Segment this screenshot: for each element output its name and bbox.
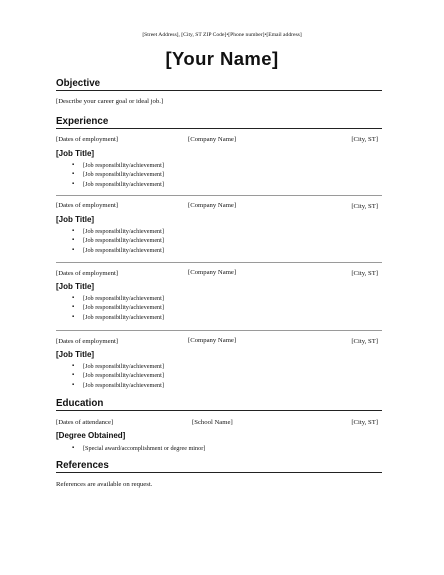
job-company: [Company Name]: [188, 269, 237, 276]
education-dates: [Dates of attendance]: [56, 419, 114, 426]
job-location: [City, ST]: [351, 203, 378, 210]
job-bullet-list: [72, 294, 164, 322]
job-bullet-list: [72, 362, 164, 390]
list-item: ▪ [Job responsibility/achievement]: [72, 161, 164, 170]
job-company: [Company Name]: [188, 202, 237, 209]
job-company: [Company Name]: [188, 337, 237, 344]
contact-line: [Street Address], [City, ST ZIP Code]•[Phone number]•[Email address]: [142, 32, 302, 38]
job-title: [Job Title]: [56, 149, 95, 158]
objective-divider: [56, 90, 382, 91]
references-text: References are available on request.: [56, 481, 153, 488]
education-bullet-list: [72, 444, 205, 453]
references-divider: [56, 472, 382, 473]
school-name: [School Name]: [192, 419, 233, 426]
objective-heading: Objective: [56, 78, 101, 89]
list-item: ▪ [Job responsibility/achievement]: [72, 170, 164, 179]
list-item: ▪ [Job responsibility/achievement]: [72, 227, 164, 236]
list-item: ▪ [Job responsibility/achievement]: [72, 294, 164, 303]
references-heading: References: [56, 460, 109, 471]
job-title: [Job Title]: [56, 350, 95, 359]
job-dates: [Dates of employment]: [56, 202, 119, 209]
job-dates: [Dates of employment]: [56, 136, 119, 143]
job-location: [City, ST]: [351, 270, 378, 277]
objective-text: [Describe your career goal or ideal job.]: [56, 98, 164, 105]
job-title: [Job Title]: [56, 215, 95, 224]
job-dates: [Dates of employment]: [56, 270, 119, 277]
degree-title: [Degree Obtained]: [56, 431, 126, 440]
list-item: ▪ [Job responsibility/achievement]: [72, 303, 164, 312]
list-item: ▪ [Special award/accomplishment or degree minor]: [72, 444, 205, 453]
education-heading: Education: [56, 398, 104, 409]
experience-divider: [56, 128, 382, 129]
list-item: ▪ [Job responsibility/achievement]: [72, 180, 164, 189]
job-divider: [56, 330, 382, 331]
list-item: ▪ [Job responsibility/achievement]: [72, 381, 164, 390]
job-divider: [56, 262, 382, 263]
job-bullet-list: [72, 161, 164, 189]
experience-heading: Experience: [56, 116, 109, 127]
list-item: ▪ [Job responsibility/achievement]: [72, 246, 164, 255]
list-item: ▪ [Job responsibility/achievement]: [72, 362, 164, 371]
education-location: [City, ST]: [351, 419, 378, 426]
list-item: ▪ [Job responsibility/achievement]: [72, 371, 164, 380]
list-item: ▪ [Job responsibility/achievement]: [72, 313, 164, 322]
job-bullet-list: [72, 227, 164, 255]
job-location: [City, ST]: [351, 338, 378, 345]
job-company: [Company Name]: [188, 136, 237, 143]
job-title: [Job Title]: [56, 282, 95, 291]
job-divider: [56, 195, 382, 196]
job-dates: [Dates of employment]: [56, 338, 119, 345]
education-divider: [56, 410, 382, 411]
list-item: ▪ [Job responsibility/achievement]: [72, 236, 164, 245]
name-heading: [Your Name]: [165, 48, 279, 69]
job-location: [City, ST]: [351, 136, 378, 143]
